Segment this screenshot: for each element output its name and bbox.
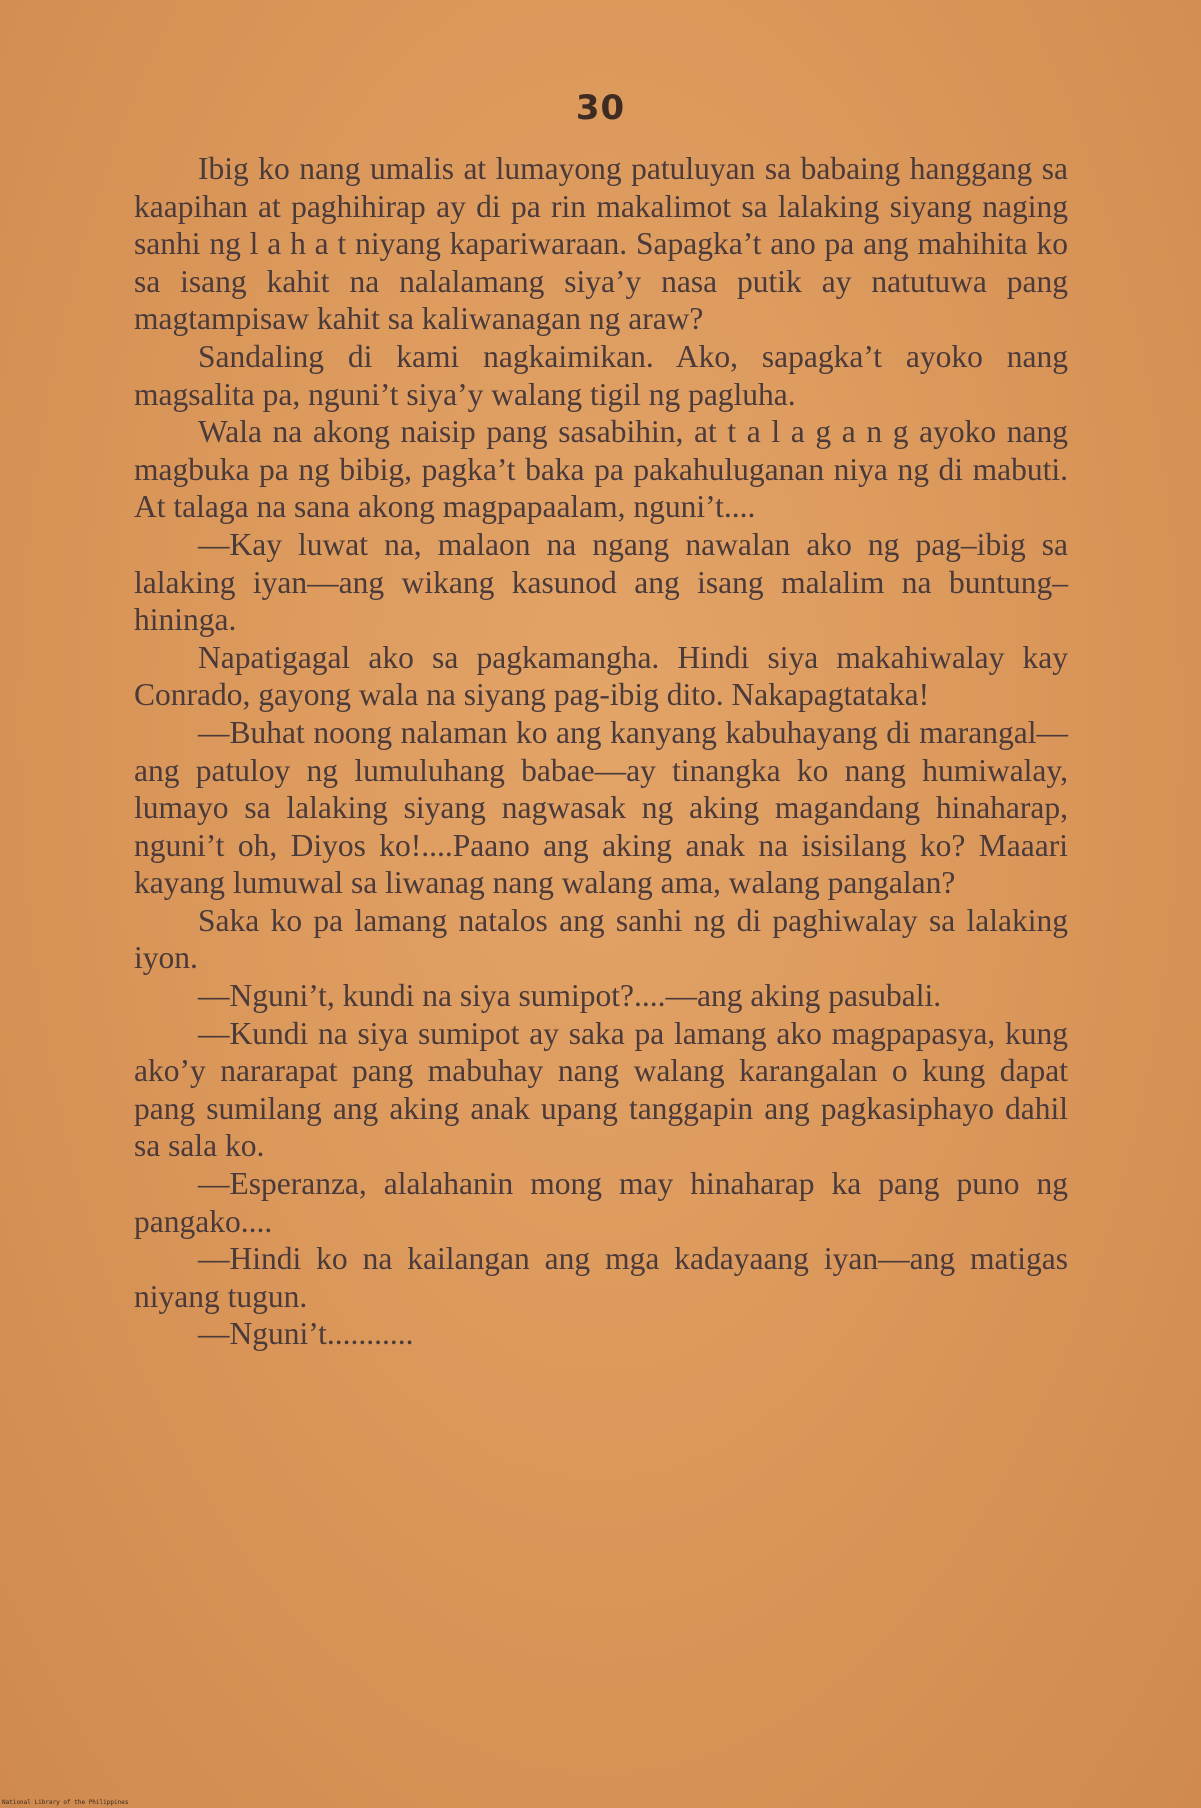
paragraph-3: Wala na akong naisip pang sasabihin, at t a l a g a n g ayoko nang magbuka pa ng bibig, pagka’t baka pa pakahuluganan niya ng di mabuti. At talaga na sana akong magpapaalam, nguni’t.... [134,414,1068,525]
paragraph-1: Ibig ko nang umalis at lumayong patuluyan sa babaing hanggang sa kaapihan at paghihirap ay di pa rin makalimot sa lalaking siyang naging sanhi ng l a h a t niyang kapariwaraan. Sapagka’t ano pa ang mahihita ko sa isang kahit na nalalamang siya’y nasa putik ay natutuwa pang magtampisaw kahit sa kaliwanagan ng araw? [134,151,1068,337]
page-number: 30 [575,88,626,128]
paragraph-6: —Buhat noong nalaman ko ang kanyang kabuhayang di marangal—ang patuloy ng lumuluhang babae—ay tinangka ko nang humiwalay, lumayo sa lalaking siyang nagwasak ng aking magandang hinaharap, nguni’t oh, Diyos ko!....Paano ang aking anak na isisilang ko? Maaari kayang lumuwal sa liwanag nang walang ama, walang pangalan? [134,714,1068,901]
paragraph-10: —Esperanza, alalahanin mong may hinaharap ka pang puno ng pangako.... [134,1166,1068,1239]
paragraph-9: —Kundi na siya sumipot ay saka pa lamang ako magpapasya, kung ako’y nararapat pang mabuhay nang walang karangalan o kung dapat pang sumilang ang aking anak upang tanggapin ang pagkasiphayo dahil sa sala ko. [134,1015,1068,1164]
library-footer: National Library of the Philippines [2,1799,129,1806]
paragraph-12: —Nguni’t........... [198,1316,414,1352]
paragraph-7: Saka ko pa lamang natalos ang sanhi ng di paghiwalay sa lalaking iyon. [134,902,1068,976]
body-text [134,150,1068,1353]
paragraph-2: Sandaling di kami nagkaimikan. Ako, sapagka’t ayoko nang magsalita pa, nguni’t siya’y walang tigil ng pagluha. [134,338,1068,412]
paragraph-5: Napatigagal ako sa pagkamangha. Hindi siya makahiwalay kay Conrado, gayong wala na siyang pag-ibig dito. Nakapagtataka! [134,639,1068,713]
paragraph-4: —Kay luwat na, malaon na ngang nawalan ako ng pag–ibig sa lalaking iyan—ang wikang kasunod ang isang malalim na buntung–hininga. [134,526,1068,638]
paragraph-8: —Nguni’t, kundi na siya sumipot?....—ang aking pasubali. [198,978,942,1014]
paragraph-11: —Hindi ko na kailangan ang mga kadayaang iyan—ang matigas niyang tugun. [134,1241,1068,1314]
